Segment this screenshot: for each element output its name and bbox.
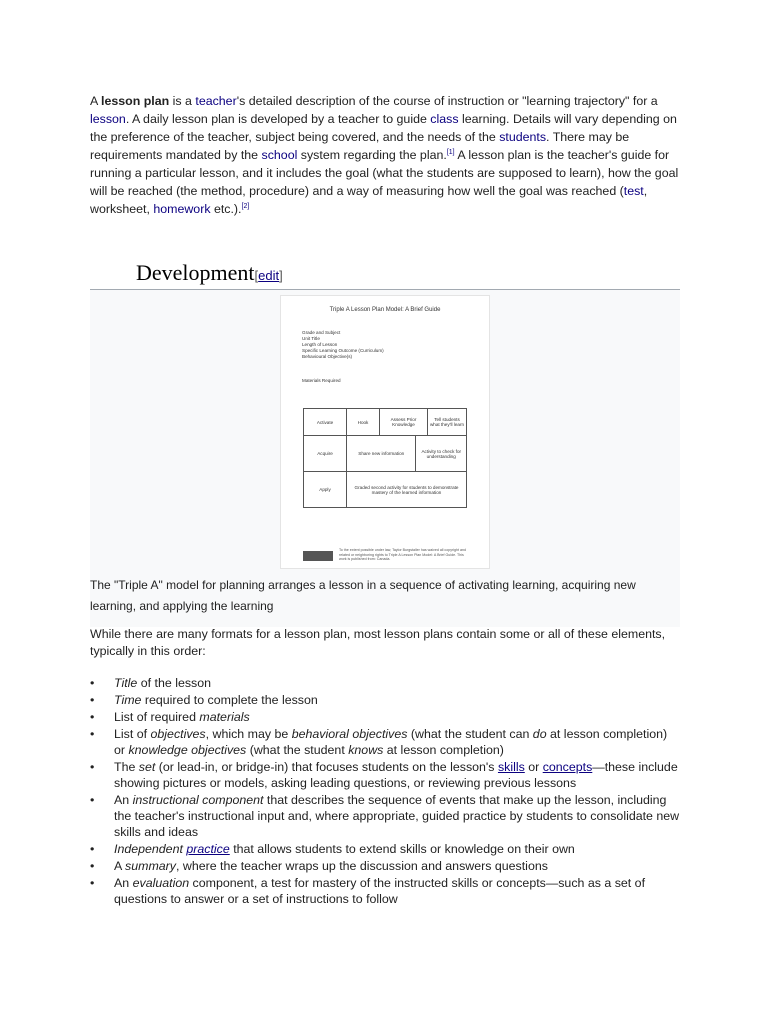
list-text: —these include showing pictures or models, asking leading questions, or reviewing previous lessons (114, 760, 678, 790)
figure-caption: The "Triple A" model for planning arranges a lesson in a sequence of activating learning, acquiring new learning, and applying the learning (90, 578, 636, 613)
list-term: objectives (150, 727, 206, 741)
reference-1-link[interactable]: [1] (446, 148, 455, 156)
lesson-plan-term: lesson plan (101, 94, 170, 108)
class-link[interactable]: class (430, 112, 459, 126)
table-cell: Assess Prior Knowledge (380, 409, 428, 436)
lesson-plan-elements-list (90, 675, 680, 908)
triple-a-guide-thumbnail[interactable] (280, 295, 490, 569)
intro-text: A lesson plan is the teacher's guide for running a particular lesson, and it includes the goal (what the students are supposed to learn), how the goal will be reached (the method, procedure) and a way of measuring how well the goal was reached ( (90, 148, 679, 198)
practice-link[interactable]: practice (186, 842, 230, 856)
table-cell: Graded second activity for students to demonstrate mastery of the learned information (347, 472, 467, 508)
list-term: Time (114, 693, 142, 707)
school-link[interactable]: school (261, 148, 298, 162)
list-item (90, 675, 680, 691)
list-text: that describes the sequence of events that make up the lesson, including the teacher's instructional input and, where appropriate, guided practice by students to consolidate new skills and ideas (114, 793, 680, 839)
intro-text: A (90, 94, 102, 108)
thumbnail-field: Unit Title (302, 336, 320, 341)
intro-text: learning. Details will vary depending on the preference of the teacher, subject being covered, and the needs of the (90, 112, 677, 144)
list-term: instructional component (132, 793, 264, 807)
thumbnail-field: Specific Learning Outcome (Curriculum) (302, 348, 384, 353)
list-term: materials (199, 710, 250, 724)
list-text: List of (114, 727, 151, 741)
list-item (90, 709, 680, 725)
list-term: set (138, 760, 156, 774)
list-term: summary (125, 859, 176, 873)
table-cell: Activate (304, 409, 347, 436)
intro-text: etc.). (210, 202, 242, 216)
list-item (90, 792, 680, 840)
cc-license-badge (303, 551, 333, 561)
list-text: at lesson completion) or (114, 727, 668, 757)
edit-bracket: [ (254, 268, 259, 283)
table-cell: Activity to check for understanding (416, 436, 467, 472)
list-text: that allows students to extend skills or knowledge on their own (229, 842, 575, 856)
list-term: evaluation (132, 876, 190, 890)
section-heading (136, 260, 283, 286)
homework-link[interactable]: homework (153, 202, 211, 216)
list-term: Independent (114, 842, 183, 856)
list-text: (what the student (246, 743, 349, 757)
list-item (90, 858, 680, 874)
list-text: at lesson completion) (383, 743, 504, 757)
lesson-link[interactable]: lesson (90, 112, 126, 126)
list-text: A (114, 859, 126, 873)
list-text: List of required (114, 710, 200, 724)
list-text: (what the student can (407, 727, 533, 741)
thumbnail-field: Behavioural Objective(s) (302, 354, 353, 359)
list-term: Title (114, 676, 138, 690)
intro-text: 's detailed description of the course of instruction or "learning trajectory" for a (236, 94, 658, 108)
list-term: knows (348, 743, 384, 757)
list-text: , where the teacher wraps up the discussion and answers questions (175, 859, 548, 873)
list-text: component, a test for mastery of the instructed skills or concepts—such as a set of questions to answer or a set of instructions to follow (114, 876, 646, 906)
edit-bracket: ] (279, 268, 283, 283)
intro-text: is a (169, 94, 196, 108)
section-title: Development (136, 260, 255, 285)
list-term: do (532, 727, 547, 741)
list-item (90, 726, 680, 758)
table-cell: Share new information (347, 436, 416, 472)
test-link[interactable]: test (623, 184, 644, 198)
table-cell: Tell students what they'll learn (428, 409, 467, 436)
list-item (90, 875, 680, 907)
teacher-link[interactable]: teacher (195, 94, 237, 108)
students-link[interactable]: students (499, 130, 547, 144)
reference-2-link[interactable]: [2] (241, 202, 250, 210)
list-text: The (114, 760, 139, 774)
table-cell: Hook (347, 409, 380, 436)
table-cell: Apply (304, 472, 347, 508)
edit-link[interactable]: edit (258, 268, 280, 283)
concepts-link[interactable]: concepts (542, 760, 593, 774)
list-item (90, 841, 680, 857)
list-item (90, 692, 680, 708)
list-term: knowledge objectives (128, 743, 247, 757)
list-text: required to complete the lesson (141, 693, 318, 707)
list-item (90, 759, 680, 791)
thumbnail-table (303, 408, 467, 508)
thumbnail-field: Length of Lesson (302, 342, 338, 347)
table-cell: Acquire (304, 436, 347, 472)
intro-text: system regarding the plan. (297, 148, 447, 162)
intro-text: . A daily lesson plan is developed by a teacher to guide (125, 112, 431, 126)
list-text: (or lead-in, or bridge-in) that focuses students on the lesson's (155, 760, 498, 774)
list-term: behavioral objectives (291, 727, 408, 741)
list-text: , which may be (205, 727, 292, 741)
intro-text: , worksheet, (90, 184, 648, 216)
thumbnail-materials: Materials Required (302, 378, 341, 383)
intro-paragraph (90, 92, 680, 218)
skills-link[interactable]: skills (497, 760, 525, 774)
intro-text: . There may be requirements mandated by the (90, 130, 630, 162)
list-text: An (114, 793, 133, 807)
thumbnail-field: Grade and Subject (302, 330, 341, 335)
formats-intro-paragraph: While there are many formats for a lesson plan, most lesson plans contain some or all of these elements, typically in this order: (90, 627, 666, 658)
edit-section (255, 268, 283, 283)
list-text: An (114, 876, 133, 890)
thumbnail-title: Triple A Lesson Plan Model: A Brief Guide (329, 307, 441, 313)
list-text: or (524, 760, 543, 774)
list-text: of the lesson (137, 676, 212, 690)
thumbnail-footnote: To the extent possible under law, Taylor Burgstaller has waived all copyright and related or neighboring rights to Triple A Lesson Plan Model: A Brief Guide. This work is published from: Canada. (339, 548, 466, 561)
